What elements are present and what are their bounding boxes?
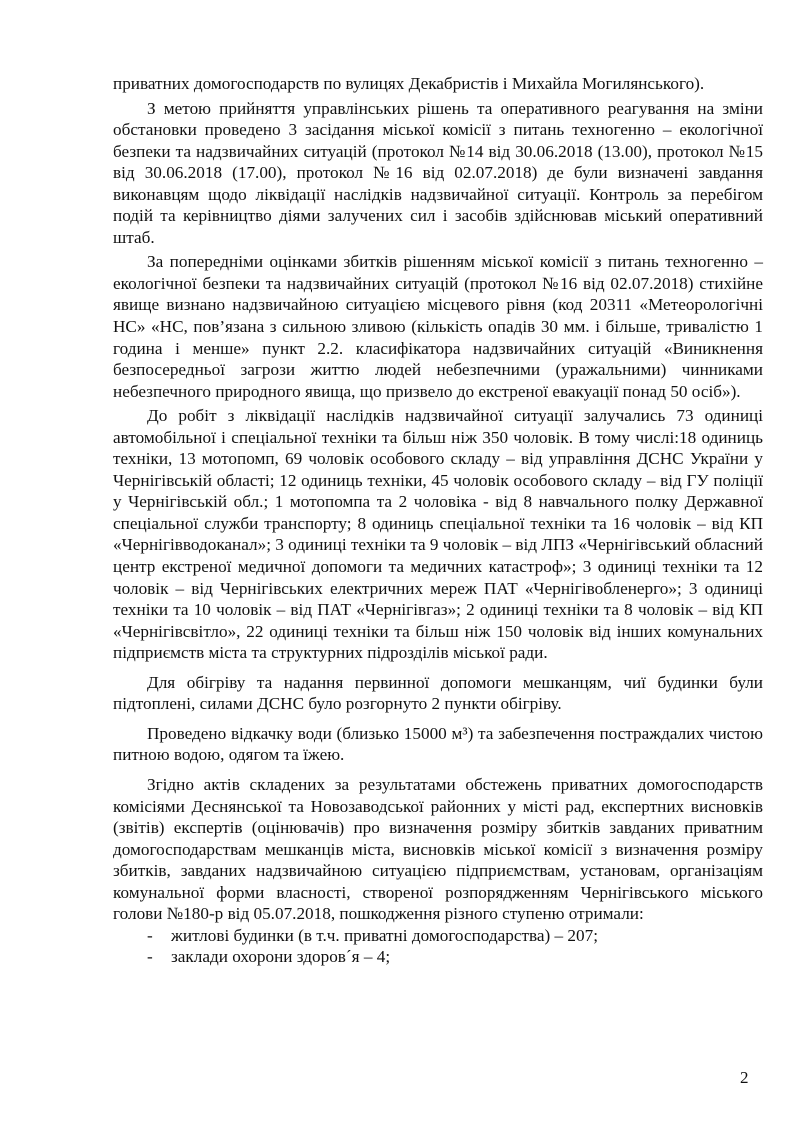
- paragraph-continuation: приватних домогосподарств по вулицях Декабристів і Михайла Могилянського).: [113, 74, 705, 93]
- paragraph-emergency-classification: За попередніми оцінками збитків рішенням міської комісії з питань техногенно – екологічної безпеки та надзвичайних ситуацій (протокол №16 від 02.07.2018) стихійне явище визнано надзвичайною ситуацією місцевого рівня (код 20311 «Метеорологічні НС» «НС, пов’язана з сильною зливою (кількість опадів 30 мм. і більше, тривалістю 1 година і менше» пункт 2.2. класифікатора надзвичайних ситуацій «Виникнення безпосередньої загрози життю людей небезпечними (уражальними) чинниками небезпечного природного явища, що призвело до екстреної евакуації понад 50 осіб»).: [113, 252, 763, 401]
- paragraph-water-pumping: Проведено відкачку води (близько 15000 м³) та забезпечення постраждалих чистою питною водою, одягом та їжею.: [113, 723, 763, 765]
- list-marker: -: [147, 925, 153, 945]
- damage-list: [113, 925, 763, 968]
- paragraph-heating-points: Для обігріву та надання первинної допомоги мешканцям, чиї будинки були підтоплені, силами ДСНС було розгорнуто 2 пункти обігріву.: [113, 672, 763, 714]
- list-item-text: житлові будинки (в т.ч. приватні домогосподарства) – 207;: [171, 925, 598, 945]
- paragraph-forces-involved: До робіт з ліквідації наслідків надзвичайної ситуації залучались 73 одиниці автомобільної і спеціальної техніки та більш ніж 350 чоловік. В тому числі:18 одиниць техніки, 13 мотопомп, 69 чоловік особового складу – від управління ДСНС України у Чернігівській області; 12 одиниць техніки, 45 чоловік особового складу – від ГУ поліції у Чернігівській обл.; 1 мотопомпа та 2 чоловіка - від 8 навчального полку Державної спеціальної служби транспорту; 8 одиниць спеціальної техніки та 16 чоловік – від КП «Чернігівводоканал»; 3 одиниці техніки та 9 чоловік – від ЛПЗ «Чернігівський обласний центр екстреної медичної допомоги та медичних катастроф»; 3 одиниці техніки та 12 чоловік – від Чернігівських електричних мереж ПАТ «Чернігівобленерго»; 3 одиниці техніки та 10 чоловік – від ПАТ «Чернігівгаз»; 2 одиниці техніки та 8 чоловік – від КП «Чернігівсвітло», 22 одиниці техніки та більш ніж 150 чоловік від інших комунальних підприємств міста та структурних підрозділів міської ради.: [113, 406, 763, 663]
- list-item-text: заклади охорони здоров´я – 4;: [171, 947, 391, 967]
- list-marker: -: [147, 947, 153, 967]
- paragraph-damage-acts: Згідно актів складених за результатами обстежень приватних домогосподарств комісіями Деснянської та Новозаводської районних у місті рад, експертних висновків (звітів) експертів (оцінювачів) про визначення розміру збитків завданих приватним домогосподарствам мешканців міста, висновків міської комісії з визначення розміру збитків, завданих надзвичайною ситуацією підприємствам, установам, організаціям комунальної форми власності, створеної розпорядженням Чернігівського міського голови №180-р від 05.07.2018, пошкодження різного ступеню отримали:: [113, 774, 763, 924]
- document-body: [113, 73, 763, 968]
- list-item: [113, 925, 763, 947]
- page-number: 2: [740, 1068, 749, 1087]
- paragraph-commission-meetings: З метою прийняття управлінських рішень та оперативного реагування на зміни обстановки проведено 3 засідання міської комісії з питань техногенно – екологічної безпеки та надзвичайних ситуацій (протокол №14 від 30.06.2018 (13.00), протокол №15 від 30.06.2018 (17.00), протокол №16 від 02.07.2018) де були визначені завдання виконавцям щодо ліквідації наслідків надзвичайної ситуації. Контроль за перебігом подій та керівництво діями залучених сил і засобів здійснював міський оперативний штаб.: [113, 98, 763, 247]
- list-item: [113, 946, 763, 968]
